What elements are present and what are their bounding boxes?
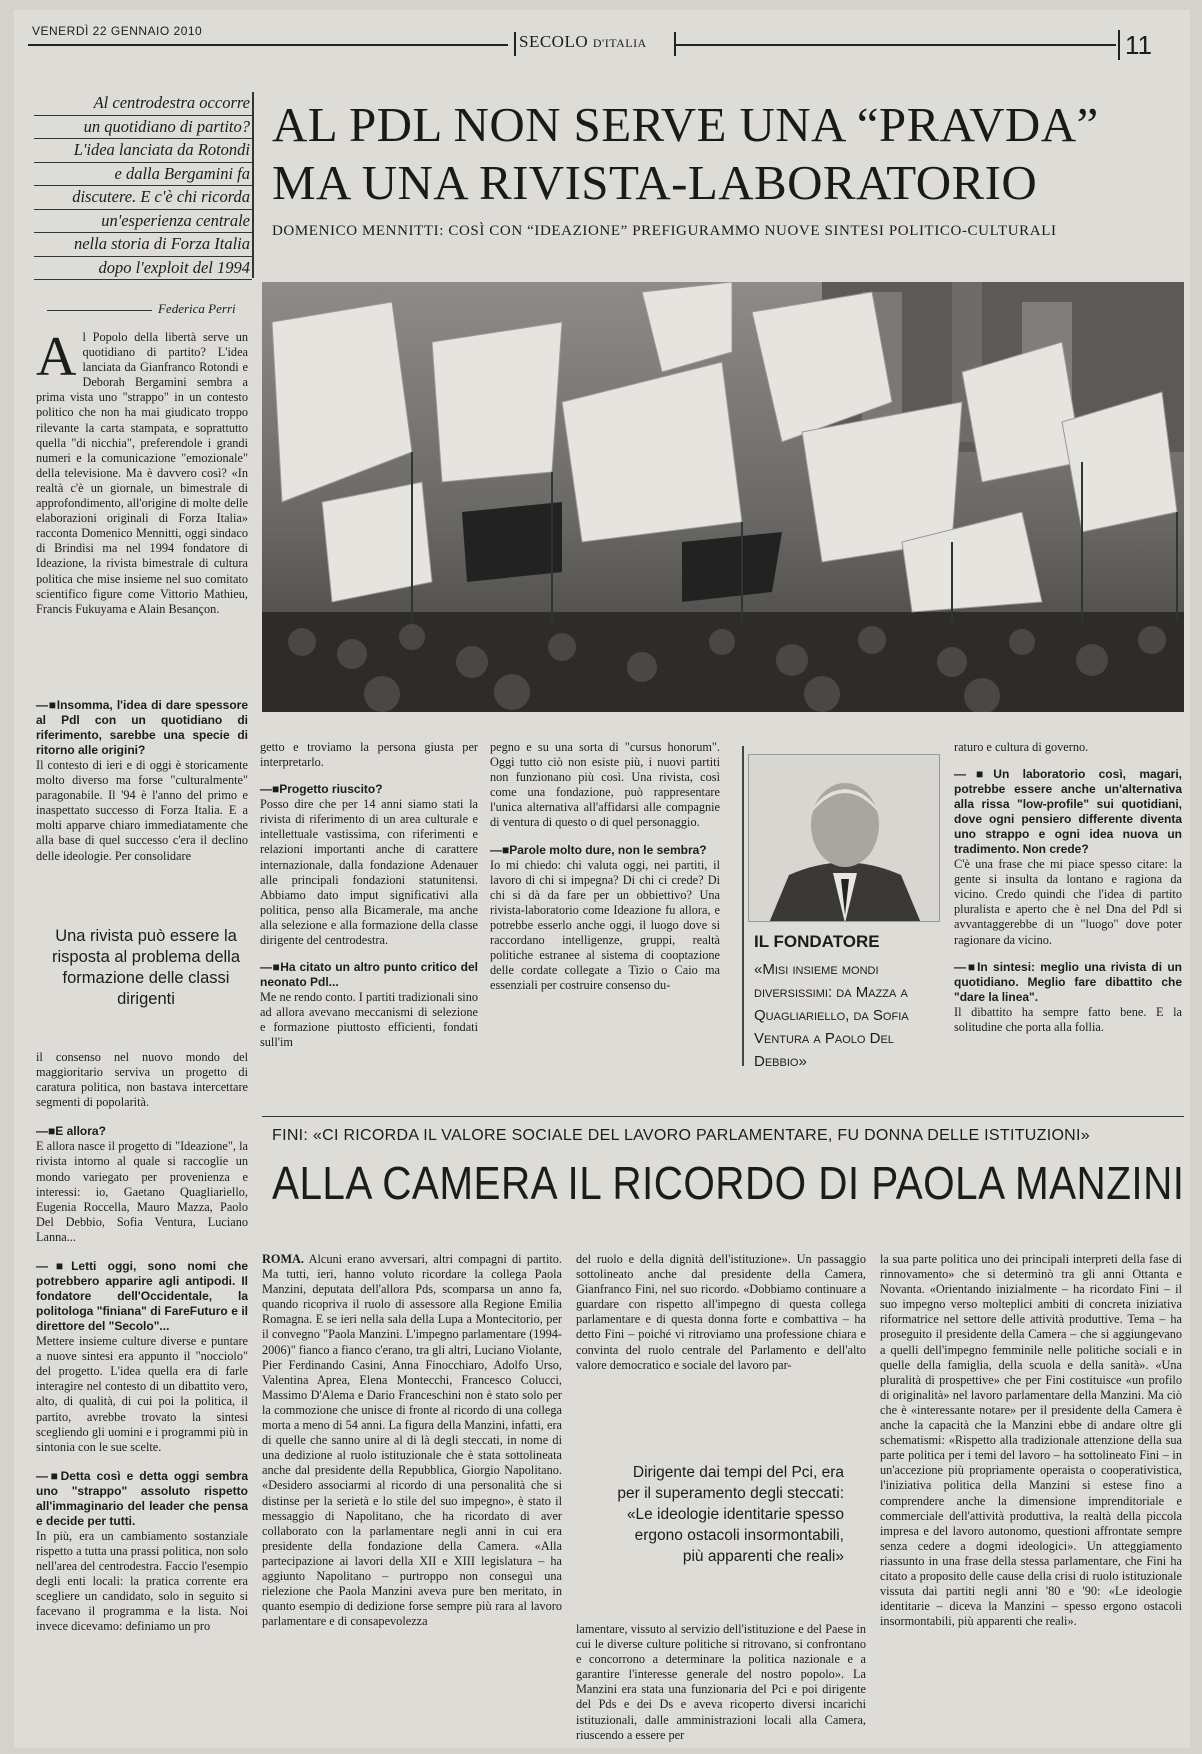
article-headline bbox=[272, 96, 1190, 212]
answer: Me ne rendo conto. I partiti tradizionali sino ad allora avevano meccanismi di selezione e formazione piuttosto efficienti, fondati sull'im bbox=[260, 990, 478, 1050]
answer: raturo e cultura di governo. bbox=[954, 740, 1089, 754]
answer: Mettere insieme culture diverse e puntare a nuove sintesi era appunto il "nocciolo" del progetto. L'idea quella era di farle interagire nel contesto di un dibattito vero, alto, di qualità, di cui poi la politica, il partito, avrebbe trovato la sintesi scegliendo gli uomini e i programmi più in sintonia con le sue scelte. bbox=[36, 1334, 248, 1454]
article2-col3 bbox=[880, 1252, 1182, 1742]
teaser-line: L'idea lanciata da Rotondi bbox=[34, 139, 252, 163]
teaser-line: dopo l'exploit del 1994 bbox=[34, 257, 252, 281]
masthead-rule-right bbox=[676, 44, 1116, 46]
teaser-line: un'esperienza centrale bbox=[34, 210, 252, 234]
answer: il consenso nel nuovo mondo del maggioritario serviva un progetto di caratura politica, non bastava intercettare segmenti di popolarità. bbox=[36, 1050, 248, 1110]
newspaper-page bbox=[14, 10, 1190, 1748]
answer: getto e troviamo la persona giusta per interpretarlo. bbox=[260, 740, 478, 770]
answer: Il dibattito ha sempre fatto bene. E la solitudine che porta alla follia. bbox=[954, 1004, 1182, 1034]
masthead-title: SECOLO D'ITALIA bbox=[519, 32, 647, 51]
answer: C'è una frase che mi piace spesso citare: la gente si insulta da lontano e ragiona da vicino. Credo quindi che l'idea di partito pluralista e aperto che è nel Dna del Pdl si avvantaggerebbe di un "luogo" dove poter ragionare da vicino. bbox=[954, 857, 1182, 947]
article2-headline: ALLA CAMERA IL RICORDO DI PAOLA MANZINI bbox=[272, 1157, 1185, 1209]
masthead-divider bbox=[514, 32, 516, 56]
question: —■ Parole molto dure, non le sembra? bbox=[490, 843, 720, 858]
crowd-flags-photo bbox=[262, 282, 1184, 712]
article2-text: del ruolo e della dignità dell'istituzione». Un passaggio sottolineato anche dal presidente della Camera, Gianfranco Fini, nel suo ricordo. «Dobbiamo continuare a guardare con rispetto all'impegno di questa collega parlamentare e di questa donna forte e combattiva – ha detto Fini – poiché vi ritroviamo una professione chiara e convinta del ruolo centrale del Parlamento e dell'alto valore democratico e sociale del lavoro par- bbox=[576, 1252, 866, 1372]
article1-col5 bbox=[954, 740, 1182, 1100]
answer: Io mi chiedo: chi valuta oggi, nei partiti, il lavoro di chi si impegna? Di chi ci crede? Di chi si dà da fare per un obbiettivo? Una rivista-laboratorio come Ideazione fu allora, e potrebbe esserlo anche oggi, il luogo dove si raccordano intelligenze, gruppi, realtà politiche estranee al sistema di cooptazione delle cordate collegate a Tizio o Caio ma essenziali per costruire consenso du- bbox=[490, 857, 720, 993]
article1-col2 bbox=[260, 740, 478, 1080]
teaser-line: Al centrodestra occorre bbox=[34, 92, 252, 116]
intro-paragraph: l Popolo della libertà serve un quotidiano di partito? L'idea lanciata da Gianfranco Rotondi e Deborah Bergamini sembra a prima vista uno "strappo" in un contesto politico che non ha mai giudicato troppo rilevante la carta stampata, e soprattutto quella "di nicchia", preferendole i grandi numeri e la comunicazione "emozionale" della televisione. Ma è davvero così? «In realtà c'è un giornale, un bimestrale di approfondimento, all'origine di molte delle elaborazioni originali di Forza Italia» racconta Domenico Mennitti, oggi sindaco di Brindisi ma nel 1994 fondatore di Ideazione, la rivista bimestrale di cultura politica che mise insieme nel suo comitato scientifico figure come Vittorio Mathieu, Francis Fukuyama e Alain Besançon. bbox=[36, 330, 248, 616]
teaser-rule bbox=[252, 92, 254, 278]
teaser-box bbox=[34, 92, 252, 280]
question: —■ Progetto riuscito? bbox=[260, 782, 478, 797]
fondatore-quote: «Misi insieme mondi diversissimi: da Mazza a Quagliariello, da Sofia Ventura a Paolo Del Debbio» bbox=[754, 961, 909, 1070]
article-subhead: DOMENICO MENNITTI: COSÌ CON “IDEAZIONE” PREFIGURAMMO NUOVE SINTESI POLITICO-CULTURALI bbox=[272, 223, 1057, 239]
masthead-divider bbox=[1118, 30, 1120, 60]
article2-kicker: FINI: «CI RICORDA IL VALORE SOCIALE DEL LAVORO PARLAMENTARE, FU DONNA DELLE ISTITUZIONI» bbox=[272, 1127, 1090, 1144]
teaser-line: un quotidiano di partito? bbox=[34, 116, 252, 140]
article2-text: la sua parte politica uno dei principali interpreti della fase di rinnovamento» che si determinò tra gli anni Ottanta e Novanta. «Orientando inizialmente – ha ricordato Fini – il suo impegno verso molteplici ambiti di concreta iniziativa riformatrice nel settore delle attività produttive. Tema – ha proseguito il presidente della Camera – che si aggiungevano a quelli dell'impegno femminile nelle politiche sociali e in quelle della famiglia, della scuola e della sanità». «Una pluralità di prospettive» che per Fini costituisce «un profilo di originalità» nel lavoro parlamentare della Manzini. Ma ciò che è «interessante notare» per il presidente della Camera è anche la capacità che la Manzini ebbe di andare oltre gli schematismi: «Rispetto alla tradizionale attenzione della sua parte politica per i temi del lavoro – ha sottolineato Fini – in un'accezione più propriamente operaista o cooperativistica, l'iniziativa politica della Manzini si estese fino a comprendere anche la dimensione imprenditoriale e commerciale dell'attività produttiva, la realtà della piccola impresa e del lavoro autonomo, questioni affrontate sempre senza cedere a dogmi ideologici». Un atteggiamento riassunto in una frase della stessa parlamentare, che Fini ha citato a proposito delle cause della crisi di ruolo istituzionale vissuta dai partiti negli anni '80 e '90: «Le ideologie identitarie – diceva la Manzini – spesso ergono ostacoli insormontabili, più apparenti che reali». bbox=[880, 1252, 1182, 1629]
teaser-line: discutere. E c'è chi ricorda bbox=[34, 186, 252, 210]
question: —■ Detta così e detta oggi sembra uno "strappo" assoluto rispetto all'immaginario del leader che pensa e decide per tutti. bbox=[36, 1469, 248, 1529]
question: —■ E allora? bbox=[36, 1124, 248, 1139]
article2-text: Alcuni erano avversari, altri compagni di partito. Ma tutti, ieri, hanno voluto ricordare la collega Paola Manzini, deputata dell'allora Pds, scomparsa un anno fa, quando ricopriva il ruolo di assessore alla Regione Emilia Romagna. E se ieri nella sala della Lupa a Montecitorio, per il convegno "Paola Manzini. L'impegno parlamentare (1994-2006)" fianco a fianco c'erano, tra gli altri, Luciano Violante, Pier Ferdinando Casini, Anna Finocchiaro, Adolfo Urso, Valentina Aprea, Elena Montecchi, Francesco Colucci, Massimo D'Alema e Dario Franceschini non è stato solo per la commozione che unisce di fronte al ricordo di una collega morta a meno di 54 anni. La figura della Manzini, infatti, era di quelle che sanno unire al di là degli steccati, in nome di una dedizione al ruolo istituzionale che è stata sottolineata anche dal presidente della Repubblica, Giorgio Napolitano. «Desidero associarmi al ricordo di una personalità che si distinse per la serietà e lo stile del suo impegno», è stato il messaggio di Napolitano, che ha ricordato di aver collaborato con la parlamentare negli anni in cui era presidente della fondazione della Camera. «Alla partecipazione ai lavori della XII e XIII legislatura – ha aggiunto Napolitano – purtroppo non conseguì una rielezione che Paola Manzini aveva pure ben meritato, in quanto esempio di dedizione forse sempre più rara al lavoro parlamentare e di consapevolezza bbox=[262, 1252, 562, 1629]
article2-text: lamentare, vissuto al servizio dell'istituzione e del Paese in cui le diverse culture politiche si ritrovano, si confrontano e concorrono a determinare la politica nazionale e a garantire l'interesse generale del nostro popolo». La Manzini era stata una funzionaria del Pci e poi dirigente del Pds e dei Ds e aveva ricoperto diversi incarichi istituzionali, dalle amministrazioni locali alla Camera, riuscendo a essere per bbox=[576, 1622, 866, 1742]
question: —■ Letti oggi, sono nomi che potrebbero apparire agli antipodi. Il fondatore dell'Occidentale, la politologa "finiana" di FareFuturo e il direttore del "Secolo"... bbox=[36, 1259, 248, 1334]
answer: In più, era un cambiamento sostanziale rispetto a tutta una prassi politica, non solo nell'area del centrodestra. Faccio l'esempio degli enti locali: la pratica corrente era scegliere un candidato, solo in seguito si facevano il programma e la lista. Noi invece dicevamo: definiamo un pro bbox=[36, 1528, 248, 1634]
crowd-flags-image bbox=[262, 282, 1184, 712]
dropcap: A bbox=[36, 330, 77, 388]
teaser-line: e dalla Bergamini fa bbox=[34, 163, 252, 187]
article1-col1 bbox=[36, 330, 248, 690]
dateline: ROMA. bbox=[262, 1252, 305, 1266]
article1-col1b bbox=[36, 698, 248, 898]
teaser-line: nella storia di Forza Italia bbox=[34, 233, 252, 257]
fondatore-box bbox=[742, 746, 940, 1070]
section-rule bbox=[262, 1116, 1184, 1117]
page-number: 11 bbox=[1125, 30, 1152, 60]
masthead-rule-left bbox=[28, 44, 508, 46]
article2-col1 bbox=[262, 1252, 562, 1742]
fondatore-title: IL FONDATORE bbox=[754, 932, 880, 951]
portrait-photo bbox=[748, 754, 940, 922]
answer: E allora nasce il progetto di "Ideazione", la rivista intorno al quale si raccoglie un mondo variegato per provenienza e interessi: io, Gaetano Quagliariello, Eugenia Roccella, Mauro Mazza, Paolo Del Debbio, Sofia Ventura, Luciano Lanna... bbox=[36, 1139, 248, 1244]
question: —■ Ha citato un altro punto critico del neonato Pdl... bbox=[260, 960, 478, 990]
answer: Il contesto di ieri e di oggi è storicamente molto diverso ma forse "culturalmente" paragonabile. Il '94 è l'anno del primo e inaspettato successo di Forza Italia. E a molti apparve chiaro immediatamente che alla base di quel successo c'era il declino delle ideologie. Per consolidare bbox=[36, 758, 248, 863]
pullquote: Una rivista può essere la risposta al problema della formazione delle classi dirigenti bbox=[51, 927, 241, 1008]
article2-col2 bbox=[576, 1252, 866, 1452]
article1-col1c bbox=[36, 1050, 248, 1740]
article1-col3 bbox=[490, 740, 720, 1080]
pullquote: Dirigente dai tempi del Pci, era per il superamento degli steccati: «Le ideologie identitarie spesso ergono ostacoli insormontabili, più apparenti che reali» bbox=[617, 1464, 844, 1565]
question: —■ In sintesi: meglio una rivista di un quotidiano. Meglio fare dibattito che "dare la linea". bbox=[954, 960, 1182, 1005]
answer: pegno e su una sorta di "cursus honorum". Oggi tutto ciò non esiste più, i nuovi partiti non funzionano più così. Una rivista, così come una fondazione, può rappresentare l'unica alternativa all'affidarsi alle compagnie di ventura di questo o di quel personaggio. bbox=[490, 740, 720, 830]
answer: Posso dire che per 14 anni siamo stati la rivista di riferimento di un area culturale e intellettuale vastissima, con riferimenti e relazioni importanti anche di carattere internazionale, dalla fondazione Adenauer alle principali fondazioni statunitensi. Abbiamo dato imput significativi alla politica, penso alla Bicamerale, ma anche alla selezione e alla formazione della classe dirigente del centrodestra. bbox=[260, 797, 478, 948]
article2-col2b bbox=[576, 1622, 866, 1742]
headline-line-2: MA UNA RIVISTA-LABORATORIO bbox=[272, 155, 1038, 210]
question: —■ Un laboratorio così, magari, potrebbe essere anche un'alternativa alla rissa "low-profile" sui quotidiani, dove ogni pensiero differente diventa uno strappo e ogni idea nuova un tradimento. Non crede? bbox=[954, 767, 1182, 857]
byline: Federica Perri bbox=[47, 301, 236, 317]
headline-line-1: AL PDL NON SERVE UNA “PRAVDA” bbox=[272, 97, 1099, 152]
masthead-date: VENERDÌ 22 GENNAIO 2010 bbox=[32, 24, 203, 38]
question: —■ Insomma, l'idea di dare spessore al Pdl con un quotidiano di riferimento, sarebbe una specie di ritorno alle origini? bbox=[36, 698, 248, 758]
portrait-image bbox=[749, 755, 940, 922]
